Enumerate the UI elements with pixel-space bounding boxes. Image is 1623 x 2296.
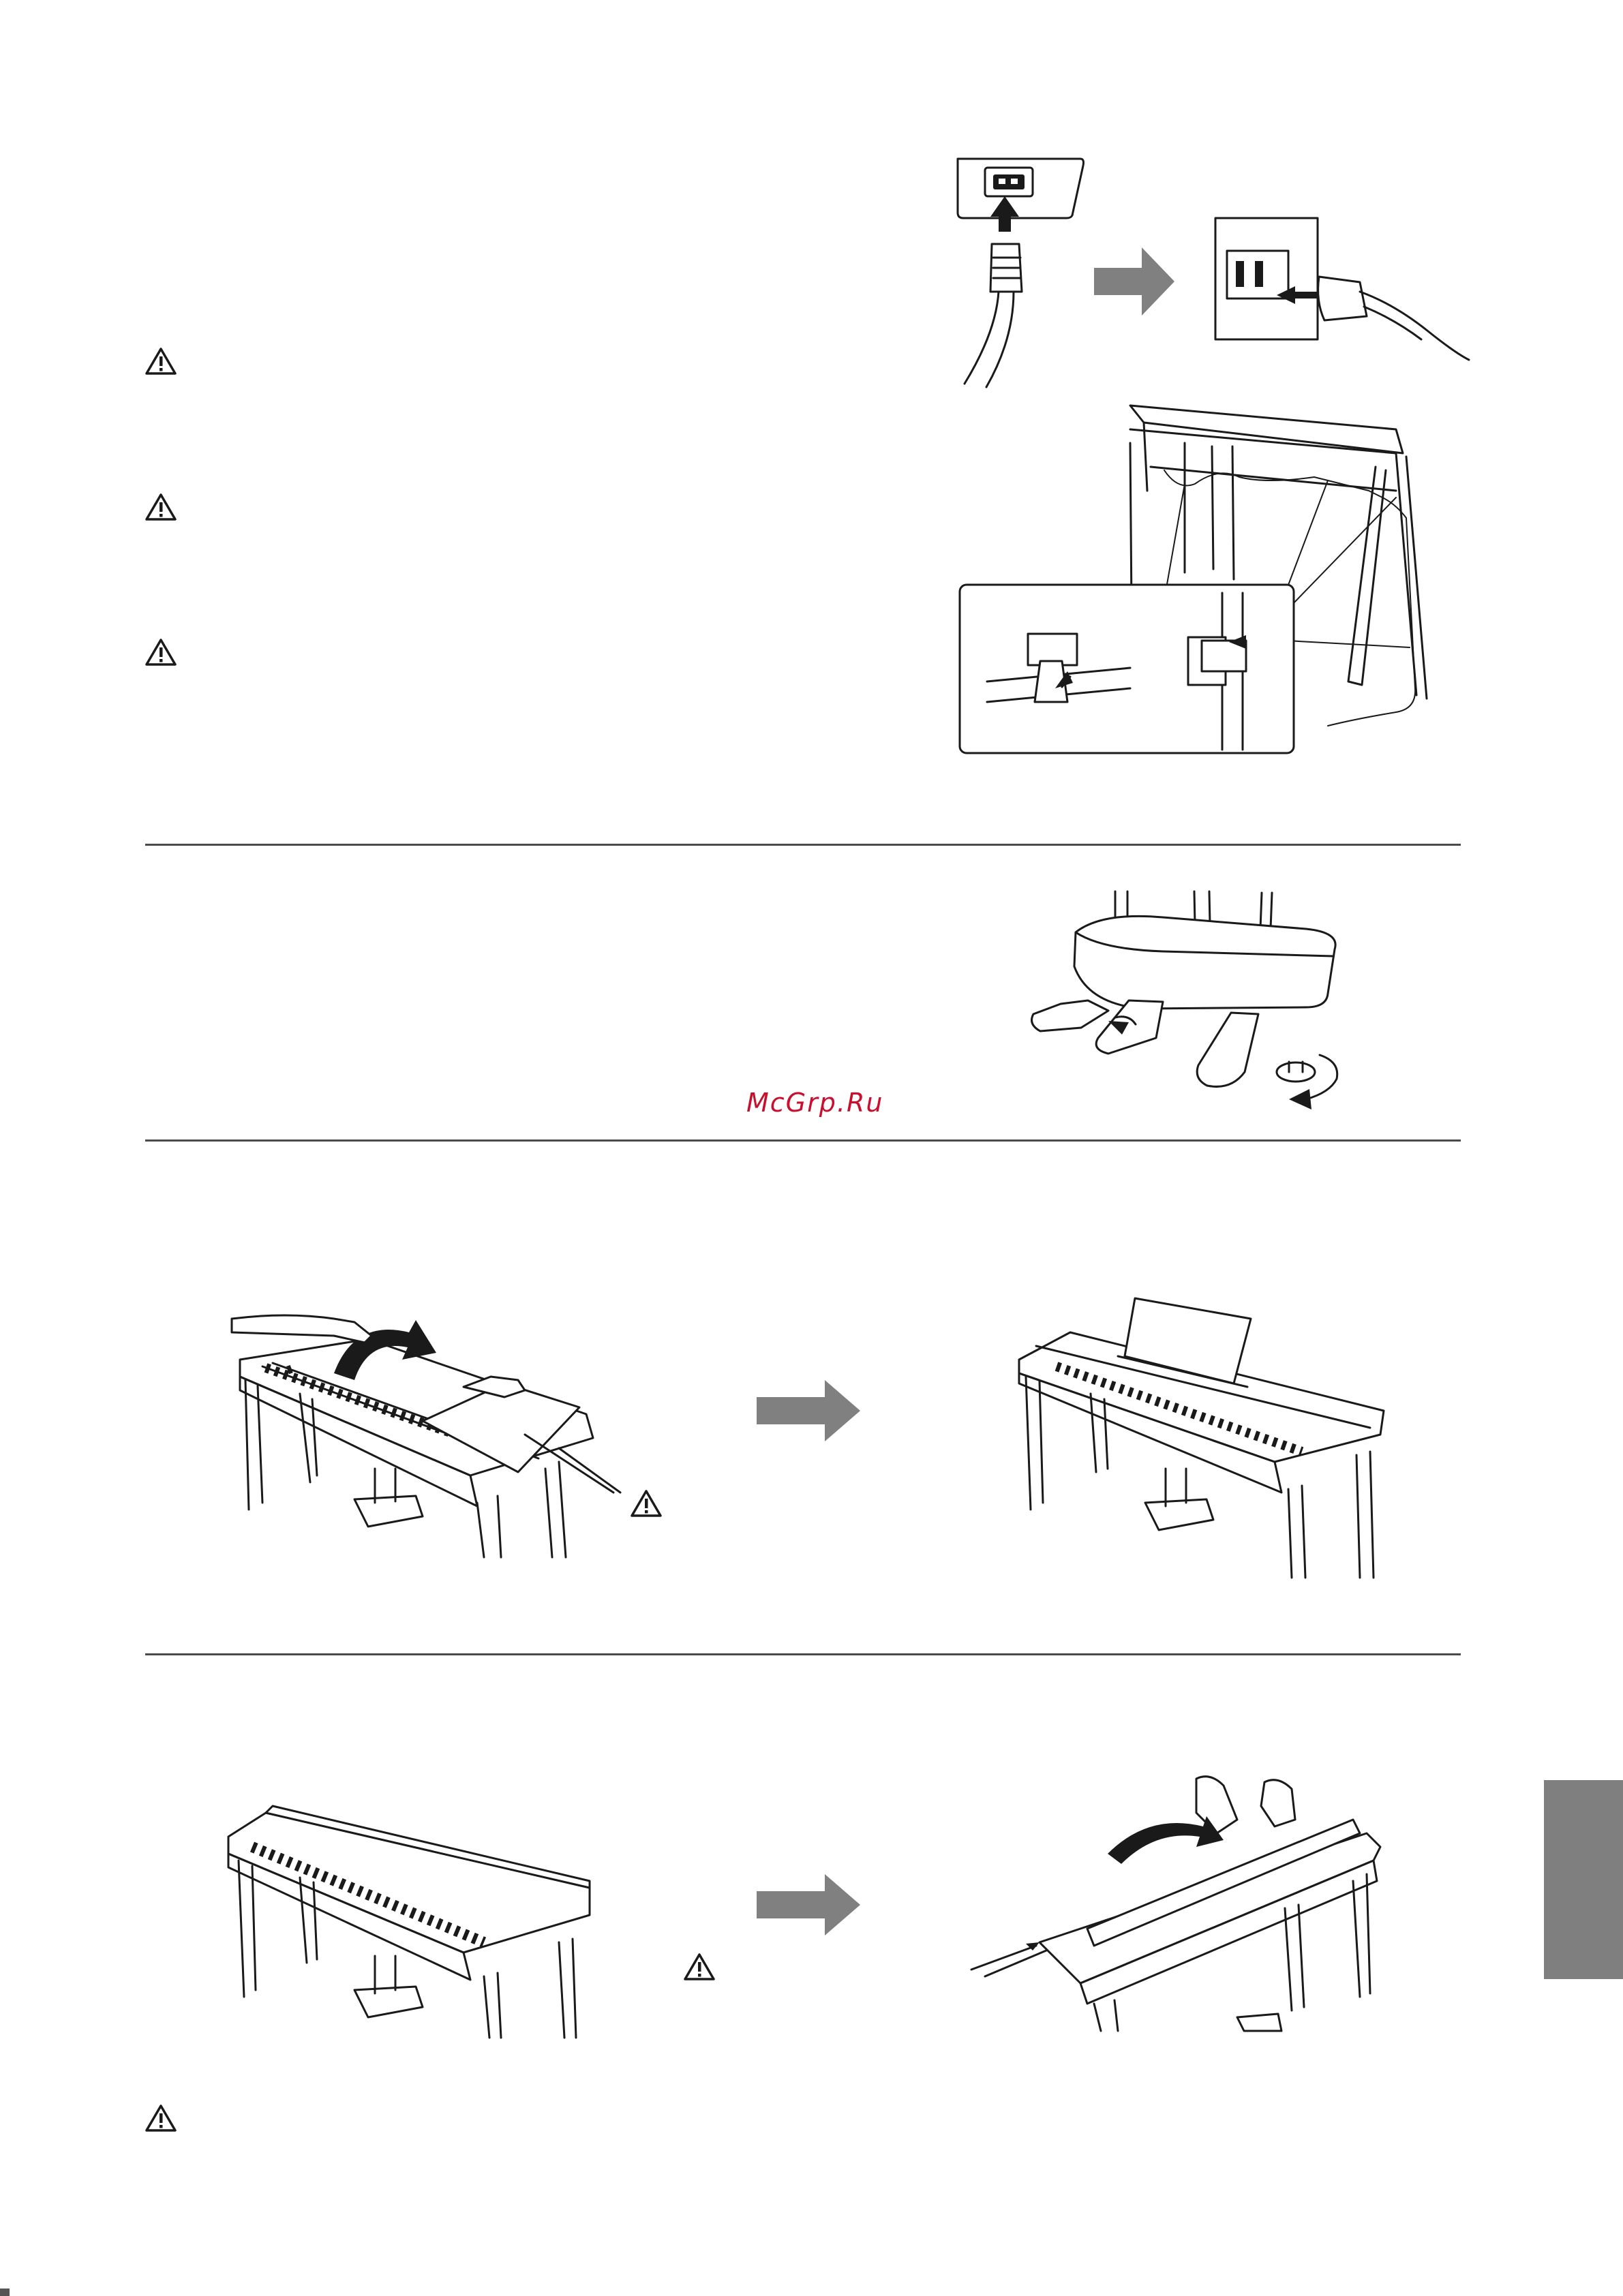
section-divider [145,1139,1461,1142]
warning-triangle-icon [145,638,177,667]
warning-triangle-icon [145,493,177,521]
warning-triangle-icon [145,347,177,376]
chapter-side-tab [1544,1780,1623,1979]
page-corner-mark [0,2289,10,2296]
closed-cover-illustration [225,1806,593,2038]
cord-clip-illustration [960,402,1468,756]
section-divider [145,844,1461,846]
warning-triangle-icon [684,1953,715,1981]
power-cord-illustration [951,155,1469,391]
music-rest-illustration [1016,1298,1384,1578]
gray-right-arrow [1094,247,1174,316]
open-key-cover-illustration [232,1312,613,1557]
section-divider [145,1653,1461,1655]
gray-right-arrow [757,1380,862,1441]
warning-triangle-icon [631,1489,662,1518]
watermark-text: McGrp.Ru [746,1088,884,1118]
warning-triangle-icon [145,2104,177,2132]
pedal-adjuster-illustration [1020,891,1350,1116]
close-key-cover-illustration [971,1772,1380,2031]
gray-right-arrow [757,1874,862,1935]
